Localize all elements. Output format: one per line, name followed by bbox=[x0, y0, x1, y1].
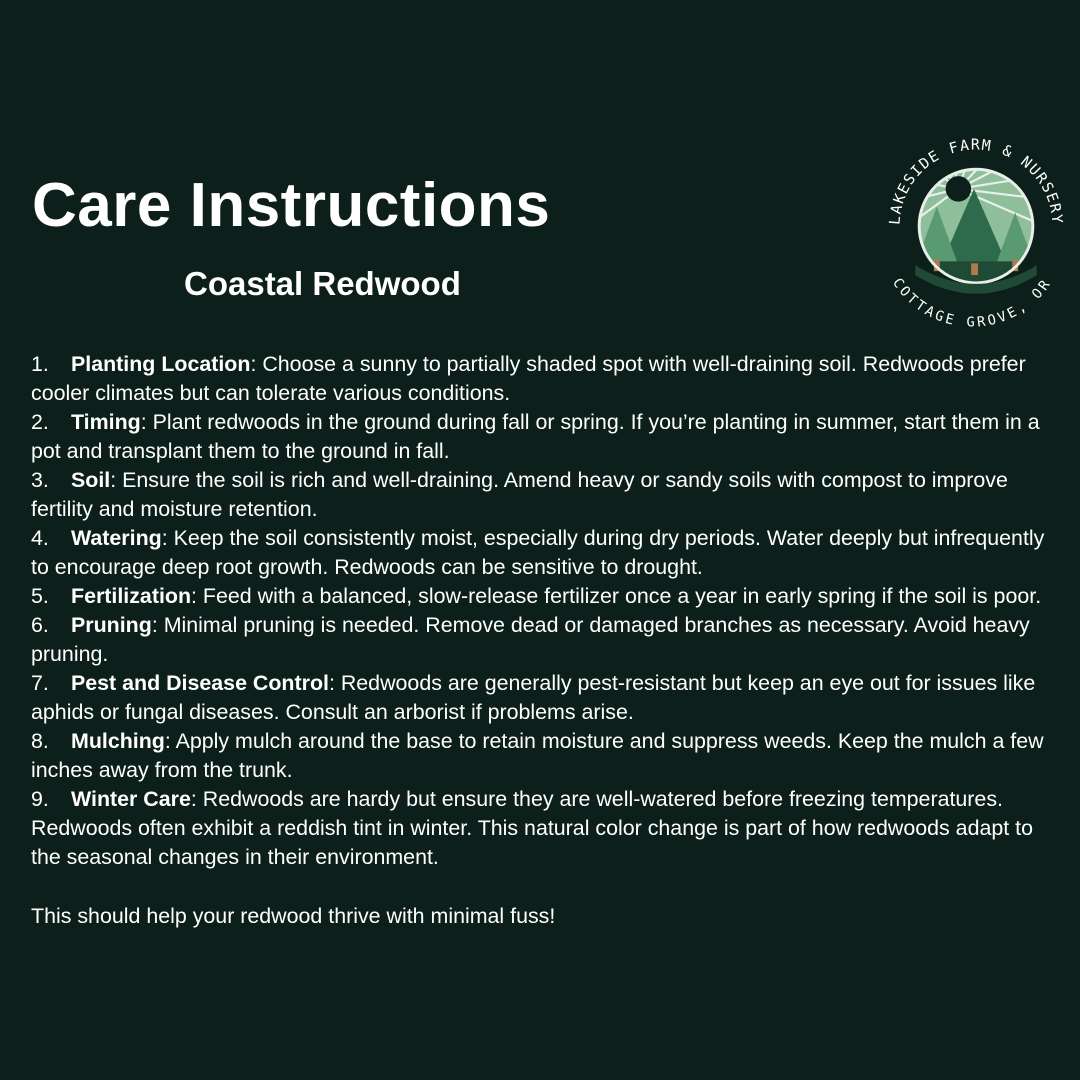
instruction-term: Fertilization bbox=[71, 584, 192, 608]
page-title: Care Instructions bbox=[32, 171, 551, 240]
instruction-item bbox=[31, 408, 1061, 466]
instruction-text: : Ensure the soil is rich and well-draining. Amend heavy or sandy soils with compost to improve fertility and moisture retention. bbox=[31, 468, 1008, 521]
closing-note: This should help your redwood thrive with minimal fuss! bbox=[31, 904, 556, 928]
instruction-term: Timing bbox=[71, 410, 141, 434]
instruction-text: : Redwoods are hardy but ensure they are well-watered before freezing temperatures. Redwoods often exhibit a reddish tint in winter. This natural color change is part of how redwoods adapt to the seasonal changes in their environment. bbox=[31, 787, 1033, 869]
instruction-term: Soil bbox=[71, 468, 111, 492]
instruction-item bbox=[31, 524, 1061, 582]
instruction-item bbox=[31, 727, 1061, 785]
instruction-text: : Plant redwoods in the ground during fall or spring. If you’re planting in summer, start them in a pot and transplant them to the ground in fall. bbox=[31, 410, 1040, 463]
instruction-text: : Apply mulch around the base to retain moisture and suppress weeds. Keep the mulch a few inches away from the trunk. bbox=[31, 729, 1044, 782]
instruction-item bbox=[31, 669, 1061, 727]
care-instructions-list bbox=[31, 350, 1061, 872]
instruction-item bbox=[31, 785, 1061, 872]
instruction-number: 3. bbox=[31, 468, 49, 492]
instruction-number: 5. bbox=[31, 584, 49, 608]
page-subtitle: Coastal Redwood bbox=[184, 265, 461, 302]
instruction-text: : Choose a sunny to partially shaded spot with well-draining soil. Redwoods prefer cooler climates but can tolerate various conditions. bbox=[31, 352, 1026, 405]
instruction-term: Watering bbox=[71, 526, 162, 550]
instruction-number: 4. bbox=[31, 526, 49, 550]
instruction-text: : Keep the soil consistently moist, especially during dry periods. Water deeply but infrequently to encourage deep root growth. Redwoods can be sensitive to drought. bbox=[31, 526, 1045, 579]
instruction-term: Pruning bbox=[71, 613, 152, 637]
instruction-text: : Minimal pruning is needed. Remove dead or damaged branches as necessary. Avoid heavy pruning. bbox=[31, 613, 1030, 666]
instruction-term: Winter Care bbox=[71, 787, 191, 811]
instruction-item bbox=[31, 582, 1061, 611]
instruction-term: Planting Location bbox=[71, 352, 251, 376]
instruction-term: Pest and Disease Control bbox=[71, 671, 329, 695]
instruction-text: : Feed with a balanced, slow-release fertilizer once a year in early spring if the soil is poor. bbox=[191, 584, 1042, 608]
instruction-text: : Redwoods are generally pest-resistant but keep an eye out for issues like aphids or fungal diseases. Consult an arborist if problems arise. bbox=[31, 671, 1036, 724]
logo-top-text: LAKESIDE FARM & NURSERY bbox=[886, 136, 1066, 226]
instruction-term: Mulching bbox=[71, 729, 165, 753]
instruction-item bbox=[31, 466, 1061, 524]
instruction-number: 1. bbox=[31, 352, 49, 376]
center-trunk bbox=[971, 263, 978, 275]
instruction-number: 8. bbox=[31, 729, 49, 753]
instruction-number: 7. bbox=[31, 671, 49, 695]
sun-icon bbox=[946, 176, 971, 201]
logo-bottom-text: COTTAGE GROVE, OR bbox=[889, 275, 1056, 331]
nursery-logo bbox=[878, 128, 1074, 332]
instruction-number: 9. bbox=[31, 787, 49, 811]
instruction-number: 2. bbox=[31, 410, 49, 434]
instruction-number: 6. bbox=[31, 613, 49, 637]
instruction-item bbox=[31, 350, 1061, 408]
instruction-item bbox=[31, 611, 1061, 669]
